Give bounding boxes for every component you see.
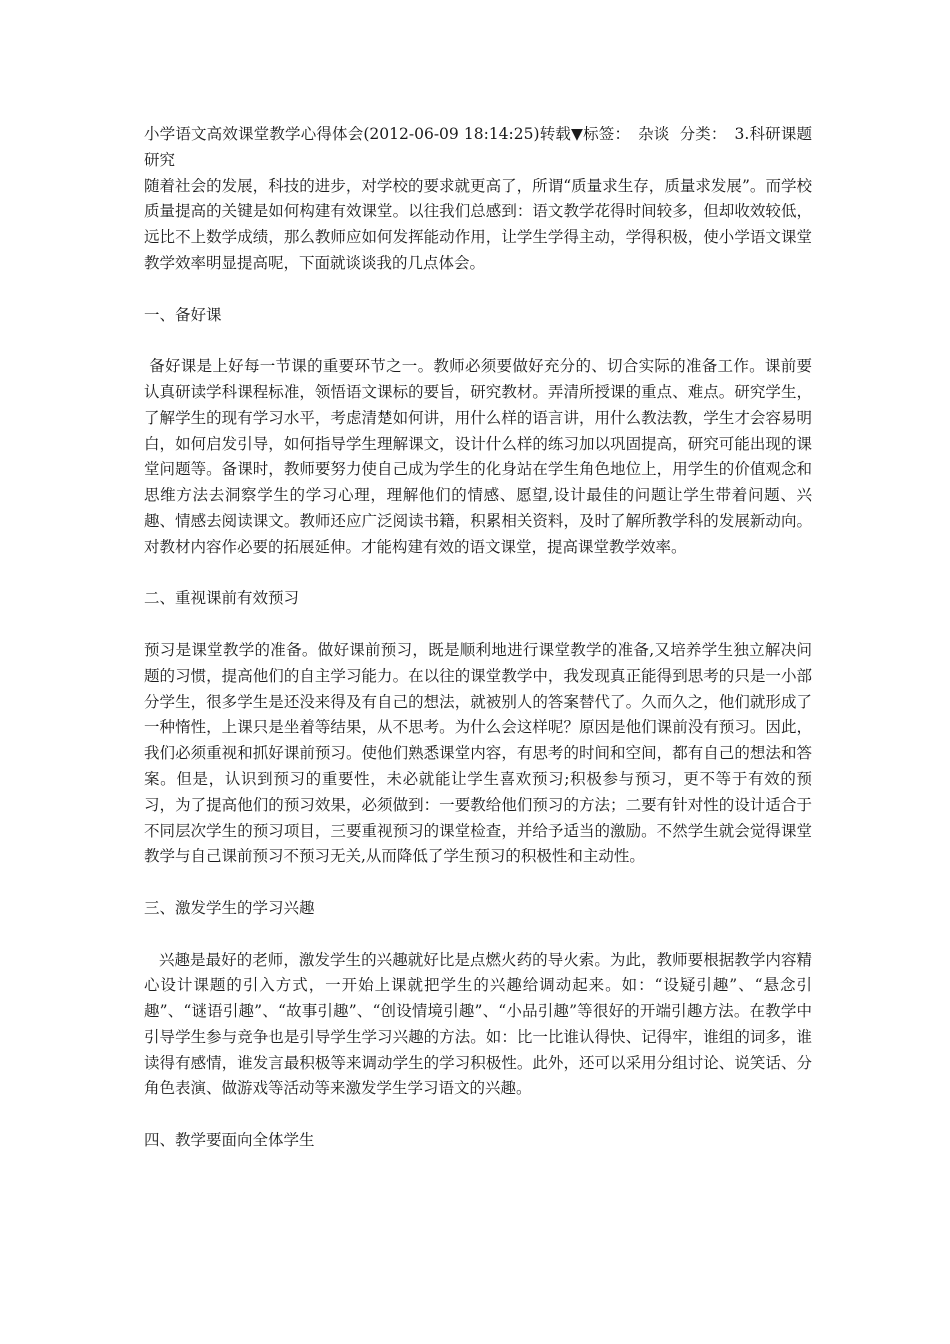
section-body-2: 预习是课堂教学的准备。做好课前预习，既是顺利地进行课堂教学的准备,又培养学生独立解决问题的习惯，提高他们的自主学习能力。在以往的课堂教学中，我发现真正能得到思考的只是一小部分学生，很多学生是还没来得及有自己的想法，就被别人的答案替代了。久而久之，他们就形成了一种惰性，上课只是坐着等结果，从不思考。为什么会这样呢？原因是他们课前没有预习。因此，我们必须重视和抓好课前预习。使他们熟悉课堂内容，有思考的时间和空间，都有自己的想法和答案。但是，认识到预习的重要性，未必就能让学生喜欢预习;积极参与预习，更不等于有效的预习，为了提高他们的预习效果，必须做到：一要教给他们预习的方法；二要有针对性的设计适合于不同层次学生的预习项目，三要重视预习的课堂检查，并给予适当的激励。不然学生就会觉得课堂教学与自己课前预习不预习无关,从而降低了学生预习的积极性和主动性。 <box>144 640 812 866</box>
section-heading-4: 四、教学要面向全体学生 <box>144 1131 315 1150</box>
section-heading-1: 一、备好课 <box>144 305 222 324</box>
spacer <box>144 1102 812 1128</box>
section-heading-2: 二、重视课前有效预习 <box>144 589 300 608</box>
section-heading-3: 三、激发学生的学习兴趣 <box>144 898 315 917</box>
document-title-line: 小学语文高效课堂教学心得体会(2012-06-09 18:14:25)转载▼标签： 杂谈 分类： 3.科研课题研究 <box>144 125 812 169</box>
spacer <box>144 328 812 354</box>
spacer <box>144 922 812 948</box>
spacer <box>144 277 812 303</box>
spacer <box>144 612 812 638</box>
document-page <box>144 122 812 1154</box>
intro-paragraph: 随着社会的发展，科技的进步，对学校的要求就更高了，所谓“质量求生存，质量求发展”。而学校质量提高的关键是如何构建有效课堂。以往我们总感到：语文教学花得时间较多，但却收效较低，远比不上数学成绩，那么教师应如何发挥能动作用，让学生学得主动，学得积极，使小学语文课堂教学效率明显提高呢，下面就谈谈我的几点体会。 <box>144 176 812 272</box>
section-body-3: 兴趣是最好的老师，激发学生的兴趣就好比是点燃火药的导火索。为此，教师要根据教学内容精心设计课题的引入方式，一开始上课就把学生的兴趣给调动起来。如：“设疑引趣”、“悬念引趣”、“谜语引趣”、“故事引趣”、“创设情境引趣”、“小品引趣”等很好的开端引趣方法。在教学中引导学生参与竞争也是引导学生学习兴趣的方法。如：比一比谁认得快、记得牢，谁组的词多，谁读得有感情，谁发言最积极等来调动学生的学习积极性。此外，还可以采用分组讨论、说笑话、分角色表演、做游戏等活动等来激发学生学习语文的兴趣。 <box>144 950 812 1098</box>
spacer <box>144 870 812 896</box>
section-body-1: 备好课是上好每一节课的重要环节之一。教师必须要做好充分的、切合实际的准备工作。课前要认真研读学科课程标准，领悟语文课标的要旨，研究教材。弄清所授课的重点、难点。研究学生，了解学生的现有学习水平，考虑清楚如何讲，用什么样的语言讲，用什么教法教，学生才会容易明白，如何启发引导，如何指导学生理解课文，设计什么样的练习加以巩固提高，研究可能出现的课堂问题等。备课时，教师要努力使自己成为学生的化身站在学生角色地位上，用学生的价值观念和思维方法去洞察学生的学习心理，理解他们的情感、愿望,设计最佳的问题让学生带着问题、兴趣、情感去阅读课文。教师还应广泛阅读书籍，积累相关资料，及时了解所教学科的发展新动向。对教材内容作必要的拓展延伸。才能构建有效的语文课堂，提高课堂教学效率。 <box>144 357 812 556</box>
spacer <box>144 561 812 587</box>
